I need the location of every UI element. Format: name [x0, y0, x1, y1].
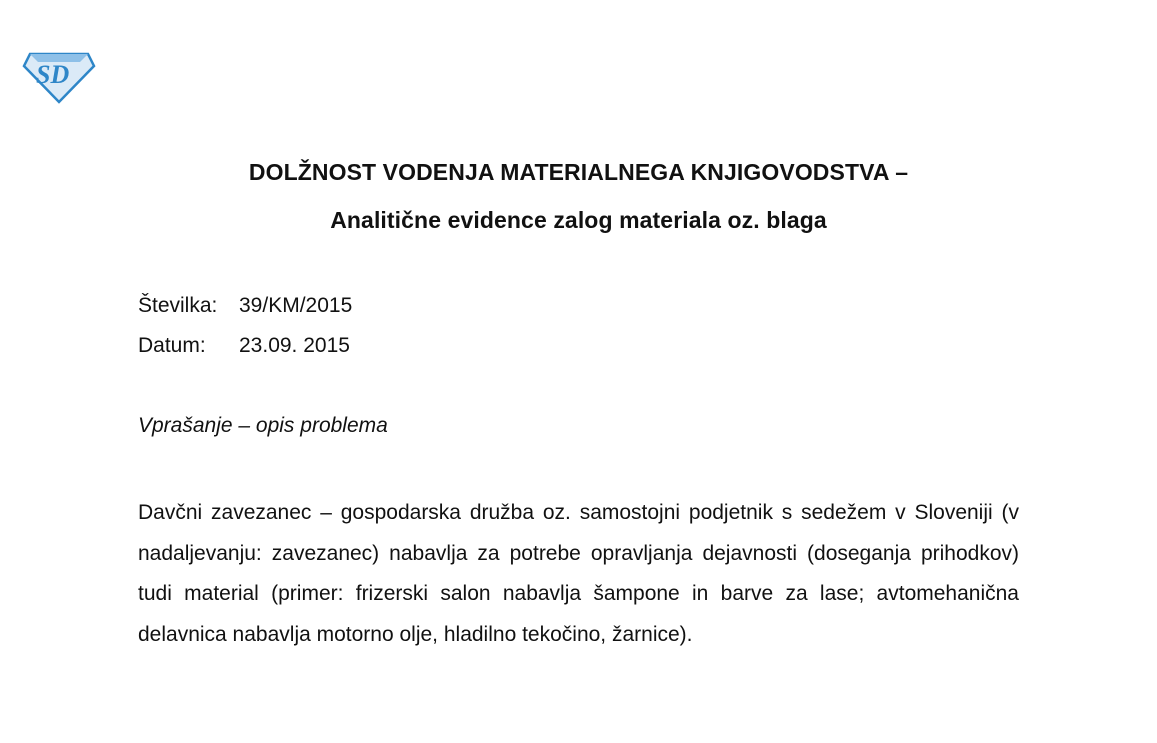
document-date-value: 23.09. 2015 — [239, 334, 350, 357]
svg-text:SD: SD — [36, 60, 70, 89]
document-number-value: 39/KM/2015 — [239, 294, 353, 317]
document-number-label: Številka: — [138, 294, 218, 317]
question-heading: Vprašanje – opis problema — [138, 414, 388, 437]
next-paragraph-cut-off — [138, 730, 1019, 743]
document-title-line-1: DOLŽNOST VODENJA MATERIALNEGA KNJIGOVODSTVA – — [248, 159, 909, 185]
document-title-line-2: Analitične evidence zalog materiala oz. blaga — [330, 207, 827, 233]
document-date-label: Datum: — [138, 334, 206, 357]
sd-diamond-logo-icon — [22, 48, 96, 104]
problem-description-paragraph: Davčni zavezanec – gospodarska družba oz. samostojni podjetnik s sedežem v Sloveniji (v nadaljevanju: zavezanec) nabavlja za potrebe opravljanja dejavnosti (doseganja prihodkov) tudi material (primer: frizerski salon nabavlja šampone in barve za lase; avtomehanična delavnica nabavlja motorno olje, hladilno tekočino, žarnice). — [138, 501, 1019, 646]
document-date-row — [138, 334, 350, 358]
company-logo — [22, 48, 96, 104]
document-number-row — [138, 294, 352, 318]
